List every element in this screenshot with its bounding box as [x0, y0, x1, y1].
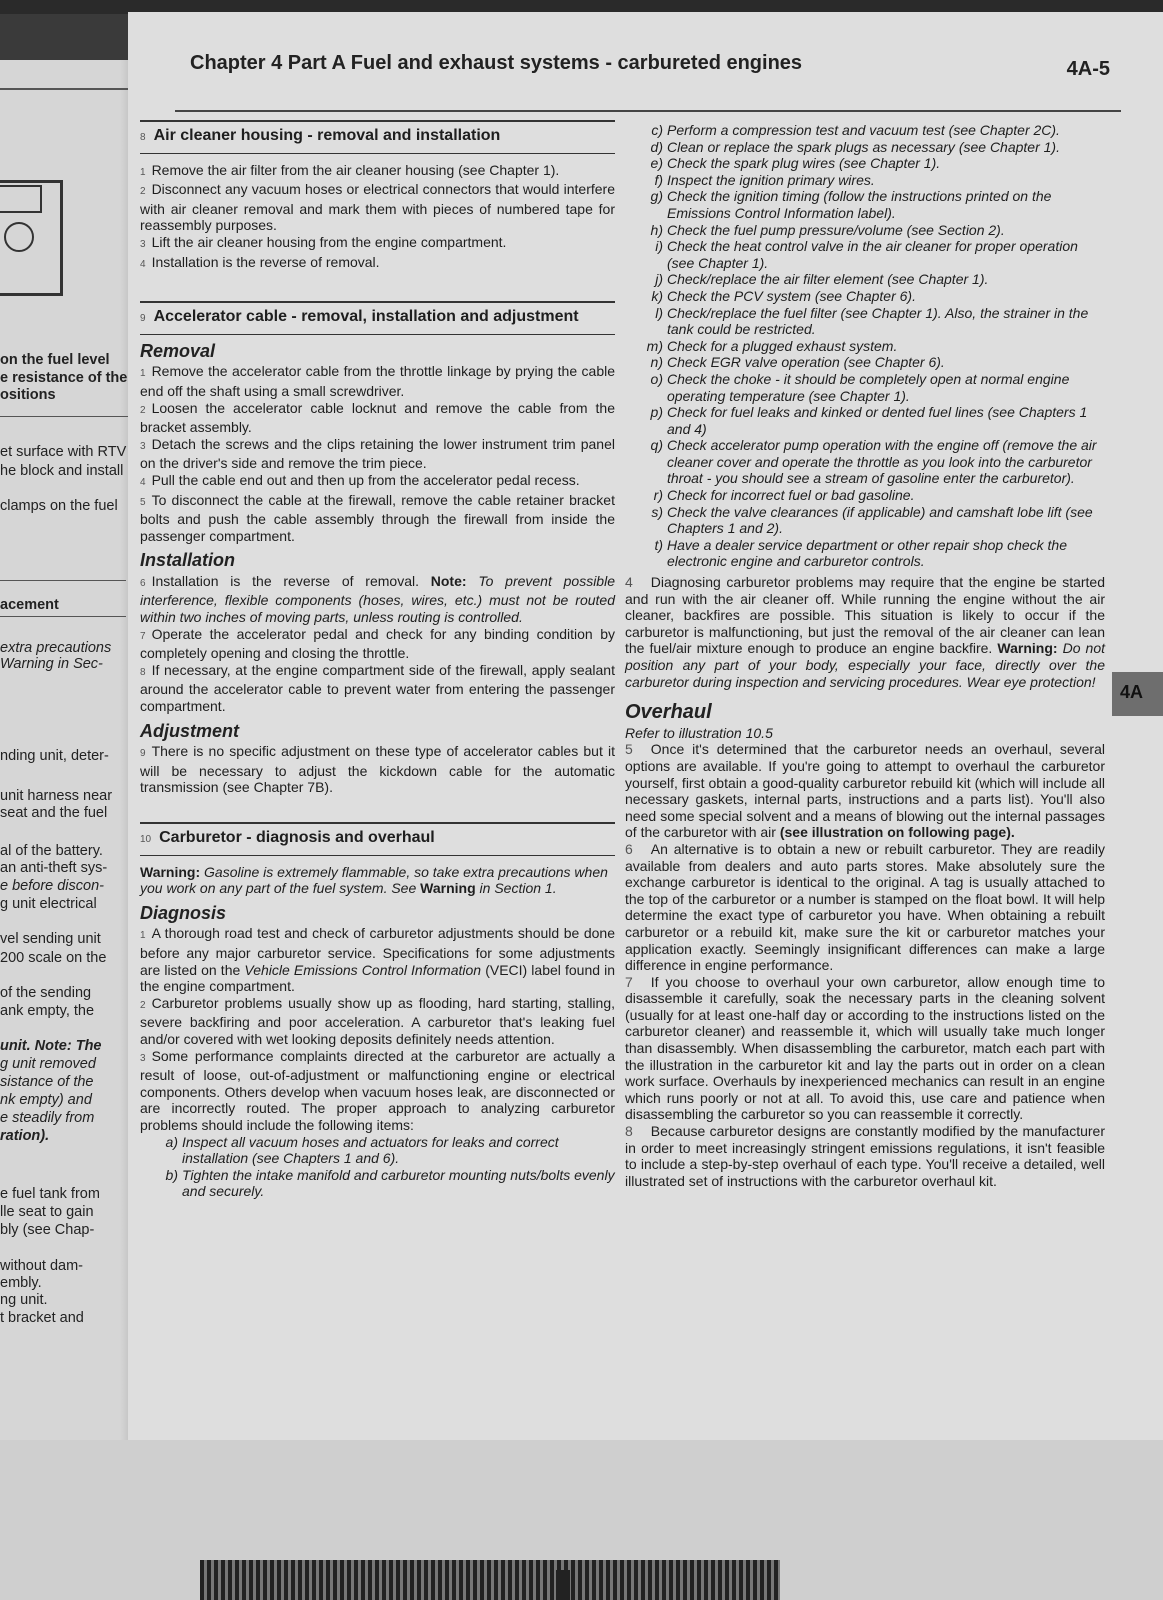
- paragraph: [625, 741, 1105, 841]
- left-page-text: without dam-: [0, 1258, 84, 1274]
- item-label: j): [655, 271, 663, 288]
- paragraph-text: Once it's determined that the carburetor needs an overhaul, several options are available. If you're going to attempt to overhaul the carburetor yourself, first obtain a good-quality carburetor rebuild kit (which will include all necessary gaskets, internal parts, instructions and a parts list). You'll also need some special solvent and a means of blowing out the internal passages of the carburetor with air: [625, 741, 1105, 841]
- scanner-bottom-edge: [0, 1440, 1163, 1600]
- section-number: 9: [140, 313, 146, 325]
- list-item: [643, 404, 1105, 437]
- paragraph-number: 6: [625, 840, 633, 857]
- left-column: [140, 120, 615, 1200]
- list-item: [158, 1134, 615, 1167]
- left-page-text: ositions: [0, 387, 56, 403]
- item-label: s): [651, 503, 663, 520]
- paragraph-number: 3: [140, 1052, 146, 1064]
- item-label: g): [650, 188, 663, 205]
- item-text: Perform a compression test and vacuum test (see Chapter 2C).: [667, 122, 1060, 138]
- list-item: [643, 504, 1105, 537]
- paragraph-number: 8: [625, 1123, 633, 1140]
- left-page-text: e before discon-: [0, 878, 104, 894]
- section-10-heading: [140, 830, 615, 849]
- paragraph-text: Carburetor problems usually show up as flooding, hard starting, stalling, severe backfiring and poor acceleration. A carburetor that's leaking fuel and/or covered with wet looking deposits definitely needs attention.: [140, 994, 615, 1047]
- item-label: f): [654, 171, 663, 188]
- scanner-grille: [200, 1560, 780, 1600]
- item-text: Check EGR valve operation (see Chapter 6).: [667, 354, 945, 371]
- paragraph-number: 1: [140, 368, 146, 380]
- paragraph: [140, 162, 615, 182]
- paragraph-number: 3: [140, 238, 146, 250]
- paragraph: [140, 472, 615, 492]
- section-8-body: [140, 162, 615, 274]
- left-page-text: an anti-theft sys-: [0, 860, 108, 876]
- paragraph: [140, 626, 615, 662]
- paragraph: [140, 234, 615, 254]
- left-page-text: Warning in Sec-: [0, 656, 103, 672]
- paragraph-number: 8: [140, 666, 146, 678]
- item-text: Check the ignition timing (follow the instructions printed on the Emissions Control Information label).: [667, 188, 1052, 221]
- left-page-text: g unit removed: [0, 1056, 96, 1072]
- item-label: p): [650, 404, 663, 421]
- paragraph-number: 1: [140, 166, 146, 178]
- item-label: i): [655, 238, 663, 255]
- right-column: [625, 122, 1105, 1189]
- list-item: [643, 155, 1105, 172]
- paragraph-text: An alternative is to obtain a new or rebuilt carburetor. They are readily available from dealers and auto parts stores. Make absolutely sure the exchange carburetor is identical to the original. A tag is usually attached to the top of the carburetor or a number is stamped on the float bowl. It will help determine the exact type of carburetor you have. When obtaining a rebuilt carburetor or a rebuild kit, make sure the kit or carburetor matches your application exactly. Seemingly insignificant differences can make a large difference in engine performance.: [625, 840, 1105, 974]
- item-label: q): [650, 437, 663, 454]
- paragraph-text: Installation is the reverse of removal.: [151, 572, 419, 589]
- paragraph: [140, 363, 615, 399]
- section-9-heading: [140, 309, 615, 328]
- item-text: Have a dealer service department or other repair shop check the electronic engine and carburetor controls.: [667, 536, 1067, 570]
- paragraph-text: Some performance complaints directed at the carburetor are actually a result of loose, out-of-adjustment or malfunctioning engine or electrical components. Others develop when vacuum hoses leak, are disconnected or are incorrectly routed. The proper approach to analyzing carburetor problems should include the following items:: [140, 1047, 615, 1133]
- warning-ref: Warning: [420, 880, 476, 897]
- paragraph-number: 7: [625, 973, 633, 990]
- paragraph-text: Remove the air filter from the air cleaner housing (see Chapter 1).: [151, 161, 560, 178]
- removal-body: [140, 363, 615, 544]
- warning-text: Gasoline is extremely flammable, so take extra precautions when you work on any part of the fuel system. See: [140, 863, 608, 897]
- list-item: [643, 139, 1105, 156]
- left-page-text: vel sending unit: [0, 931, 101, 947]
- paragraph-text: If you choose to overhaul your own carburetor, allow enough time to disassemble it carefully, soak the necessary parts in the cleaning solvent (usually for at least one-half day or according to the instructions listed on the carburetor cleaner) and reassemble it, which will usually take much longer than disassembly. When disassembling the carburetor, match each part with the illustration in the carburetor kit and lay the parts out in order on a clean work surface. Overhauls by inexperienced mechanics can result in an engine which runs poorly or not at all. To avoid this, use care and patience when disassembling the carburetor so you can reassemble it correctly.: [625, 973, 1105, 1123]
- gauge-display-icon: [0, 185, 42, 213]
- item-label: m): [646, 337, 663, 354]
- paragraph: [140, 662, 615, 715]
- list-item: [643, 371, 1105, 404]
- section-8-heading: [140, 128, 615, 147]
- left-section-rule: [0, 580, 126, 581]
- left-page-text: e fuel tank from: [0, 1186, 100, 1202]
- list-item: [643, 238, 1105, 271]
- section-title: Accelerator cable - removal, installation and adjustment: [153, 308, 579, 326]
- item-text: Check/replace the air filter element (see Chapter 1).: [667, 271, 989, 288]
- chapter-title: Chapter 4 Part A Fuel and exhaust systems - carbureted engines: [190, 52, 803, 74]
- item-text: Check the PCV system (see Chapter 6).: [667, 287, 916, 304]
- paragraph-text: Detach the screws and the clips retaining the lower instrument trim panel on the driver's side and remove the trim piece.: [140, 435, 615, 472]
- paragraph-text: Diagnosing carburetor problems may require that the engine be started and run with the air cleaner off. While running the engine without the air cleaner, backfires are possible. This situation is likely to occur if the carburetor is malfunctioning, but just the removal of the air cleaner can lean the fuel/air mixture enough to produce an engine backfire.: [625, 574, 1105, 657]
- left-page-text: extra precautions: [0, 640, 112, 656]
- paragraph: [140, 995, 615, 1048]
- item-text: Check for a plugged exhaust system.: [667, 337, 898, 354]
- left-page-text: clamps on the fuel: [0, 498, 118, 514]
- warning-end: in Section 1.: [479, 880, 557, 897]
- installation-body: [140, 626, 615, 715]
- item-label: b): [165, 1166, 178, 1183]
- paragraph-number: 9: [140, 748, 146, 760]
- section-number: 8: [140, 132, 146, 143]
- paragraph-number: 5: [625, 741, 633, 758]
- header-rule: [175, 110, 1121, 112]
- chapter-side-tab: [1112, 672, 1163, 716]
- section-rule: [140, 301, 615, 303]
- paragraph-number: 7: [140, 630, 146, 642]
- paragraph-number: 3: [140, 440, 146, 452]
- paragraph-bold: (see illustration on following page).: [779, 824, 1015, 841]
- page-number: 4A-5: [1066, 58, 1110, 80]
- left-page-text: t bracket and: [0, 1310, 84, 1326]
- left-page-text: ration).: [0, 1128, 50, 1144]
- item-label: e): [650, 155, 663, 172]
- overhaul-body: [625, 841, 1105, 1189]
- list-item: [643, 288, 1105, 305]
- item-text: Check the spark plug wires (see Chapter 1).: [667, 155, 941, 172]
- list-item: [643, 305, 1105, 338]
- left-page-text: 200 scale on the: [0, 950, 107, 966]
- paragraph: [140, 492, 615, 545]
- paragraph: [140, 573, 615, 626]
- paragraph-number: 6: [140, 577, 146, 589]
- left-page-text: of the sending: [0, 985, 92, 1001]
- list-item: [643, 222, 1105, 239]
- paragraph-italic: Vehicle Emissions Control Information: [244, 961, 482, 978]
- paragraph: [140, 436, 615, 472]
- left-page-text: seat and the fuel: [0, 805, 108, 821]
- paragraph-text: Remove the accelerator cable from the throttle linkage by prying the cable end off the shaft using a small screwdriver.: [140, 363, 615, 399]
- item-text: Check the fuel pump pressure/volume (see Section 2).: [667, 221, 1005, 238]
- illustration-reference: Refer to illustration 10.5: [625, 724, 773, 741]
- paragraph-text: Because carburetor designs are constantly modified by the manufacturer in order to meet increasingly stringent emissions regulations, it isn't feasible to include a step-by-step overhaul of each type. You'll receive a detailed, well illustrated set of instructions with the carburetor overhaul kit.: [625, 1123, 1105, 1189]
- left-page-text: g unit electrical: [0, 896, 97, 912]
- item-text: Inspect all vacuum hoses and actuators for leaks and correct installation (see Chapters 1 and 6).: [182, 1133, 559, 1167]
- section-rule: [140, 334, 615, 335]
- diagnosis-heading: Diagnosis: [140, 902, 227, 923]
- item-label: t): [654, 536, 663, 553]
- paragraph-text: There is no specific adjustment on these type of accelerator cables but it will be necessary to adjust the kickdown cable for the automatic transmission (see Chapter 7B).: [140, 743, 615, 796]
- item-text: Check accelerator pump operation with the engine off (remove the air cleaner cover and operate the throttle as you look into the carburetor throat - you should see a stream of gasoline enter the carburetor).: [667, 437, 1097, 487]
- item-label: l): [655, 304, 663, 321]
- paragraph-number: 5: [140, 496, 146, 508]
- list-item: [643, 172, 1105, 189]
- left-page-text: he block and install: [0, 463, 124, 479]
- installation-heading: Installation: [140, 550, 236, 571]
- paragraph-number: 4: [140, 258, 146, 270]
- list-item: [158, 1167, 615, 1200]
- diagnosis-body: [140, 995, 615, 1134]
- removal-heading: Removal: [140, 340, 216, 361]
- paragraph: [140, 400, 615, 436]
- paragraph-number: 4: [625, 574, 633, 591]
- paragraph-number: 2: [140, 999, 146, 1011]
- left-page-text: e steadily from: [0, 1110, 95, 1126]
- list-item: [643, 338, 1105, 355]
- scanner-knob: [556, 1570, 570, 1600]
- section-title: Air cleaner housing - removal and installation: [153, 127, 501, 144]
- left-page-text: sistance of the: [0, 1074, 94, 1090]
- paragraph: [140, 181, 615, 234]
- diagnosis-items-left: [140, 1134, 615, 1200]
- paragraph-number: 2: [140, 186, 146, 198]
- left-page-text: et surface with RTV: [0, 444, 127, 460]
- left-page-text: nding unit, deter-: [0, 748, 109, 764]
- paragraph: [625, 1123, 1105, 1189]
- warning-label: Warning:: [997, 640, 1058, 657]
- list-item: [643, 188, 1105, 221]
- section-title: Carburetor - diagnosis and overhaul: [159, 829, 435, 846]
- item-text: Check the heat control valve in the air cleaner for proper operation (see Chapter 1).: [667, 238, 1078, 271]
- side-tab-label: 4A: [1120, 682, 1144, 702]
- section-rule: [140, 855, 615, 856]
- paragraph-text: If necessary, at the engine compartment side of the firewall, apply sealant around the accelerator cable to prevent water from entering the passenger compartment.: [140, 661, 615, 715]
- section-rule: [140, 822, 615, 824]
- paragraph-text: Loosen the accelerator cable locknut and remove the cable from the bracket assembly.: [140, 399, 615, 436]
- left-page-text: unit. Note: The: [0, 1038, 102, 1054]
- paragraph-text: To disconnect the cable at the firewall, remove the cable retainer bracket bolts and push the cable assembly through the firewall from inside the passenger compartment.: [140, 491, 615, 544]
- paragraph-text: Lift the air cleaner housing from the engine compartment.: [151, 233, 507, 250]
- item-text: Inspect the ignition primary wires.: [667, 171, 875, 188]
- paragraph-text: Disconnect any vacuum hoses or electrical connectors that would interfere with air cleaner removal and mark them with pieces of numbered tape for reassembly purposes.: [140, 181, 615, 234]
- paragraph: [625, 974, 1105, 1123]
- paragraph-text: (VECI) label found in the engine compartment.: [140, 961, 616, 995]
- list-item: [643, 271, 1105, 288]
- left-page-text: acement: [0, 597, 59, 613]
- item-label: k): [651, 287, 663, 304]
- item-label: a): [165, 1133, 178, 1150]
- left-page-text: ank empty, the: [0, 1003, 95, 1019]
- paragraph: [625, 841, 1105, 974]
- list-item: [643, 122, 1105, 139]
- paragraph-number: 2: [140, 404, 146, 416]
- list-item: [643, 487, 1105, 504]
- item-label: h): [650, 221, 663, 238]
- left-page-text: on the fuel level: [0, 352, 110, 368]
- item-label: d): [650, 138, 663, 155]
- left-page-text: al of the battery.: [0, 843, 103, 859]
- item-text: Check for incorrect fuel or bad gasoline.: [667, 487, 915, 504]
- item-label: n): [650, 354, 663, 371]
- left-section-rule: [0, 616, 126, 617]
- list-item: [643, 354, 1105, 371]
- adjustment-heading: Adjustment: [140, 720, 239, 741]
- section-number: 10: [140, 834, 152, 845]
- item-text: Check the valve clearances (if applicable) and camshaft lobe lift (see Chapters 1 and 2).: [667, 503, 1093, 537]
- left-page-text: unit harness near: [0, 788, 113, 804]
- item-label: r): [653, 487, 663, 504]
- warning-text: Do not position any part of your body, especially your face, directly over the carburetor during inspection and servicing procedures. Wear eye protection!: [625, 640, 1106, 690]
- left-page-text: bly (see Chap-: [0, 1222, 95, 1238]
- adjustment-body: [140, 743, 615, 796]
- paragraph-number: 1: [140, 930, 146, 942]
- paragraph: [140, 925, 615, 994]
- page-header: [190, 52, 1110, 82]
- item-label: o): [650, 370, 663, 387]
- paragraph: [140, 743, 615, 796]
- note-text: To prevent possible interference, flexible components (hoses, wires, etc.) must not be routed within two inches of moving parts, unless routing is controlled.: [140, 572, 615, 626]
- item-text: Clean or replace the spark plugs as necessary (see Chapter 1).: [667, 138, 1060, 155]
- paragraph-text: Operate the accelerator pedal and check for any binding condition by completely opening and closing the throttle.: [140, 625, 615, 662]
- section-rule: [140, 153, 615, 154]
- item-text: Tighten the intake manifold and carburetor mounting nuts/bolts evenly and securely.: [182, 1166, 615, 1200]
- paragraph: [140, 1048, 615, 1134]
- list-item: [643, 437, 1105, 487]
- warning-note: [140, 864, 615, 897]
- section-rule: [140, 120, 615, 122]
- warning-label: Warning:: [140, 863, 201, 880]
- left-section-rule: [0, 416, 132, 417]
- left-page-text: nk empty) and: [0, 1092, 92, 1108]
- paragraph: [625, 574, 1105, 690]
- note-label: Note:: [430, 572, 467, 589]
- gauge-dial-icon: [4, 222, 34, 252]
- paragraph-text: Installation is the reverse of removal.: [151, 253, 380, 270]
- overhaul-heading: Overhaul: [625, 701, 712, 724]
- item-text: Check for fuel leaks and kinked or dented fuel lines (see Chapters 1 and 4): [667, 404, 1088, 437]
- left-page-text: embly.: [0, 1275, 42, 1291]
- item-text: Check/replace the fuel filter (see Chapter 1). Also, the strainer in the tank could be restricted.: [667, 304, 1089, 338]
- diagnosis-items-right: [625, 122, 1105, 570]
- paragraph-number: 4: [140, 476, 146, 488]
- item-text: Check the choke - it should be completely open at normal engine operating temperature (see Chapter 1).: [667, 370, 1070, 404]
- left-page-text: ng unit.: [0, 1292, 48, 1308]
- list-item: [643, 537, 1105, 570]
- left-page-text: lle seat to gain: [0, 1204, 94, 1220]
- paragraph-text: Pull the cable end out and then up from the accelerator pedal recess.: [151, 471, 580, 488]
- paragraph: [140, 254, 615, 274]
- left-page-text: e resistance of the: [0, 370, 128, 386]
- paragraph-text: A thorough road test and check of carburetor adjustments should be done before any major carburetor service. Specifications for some adjustments are listed on the: [140, 925, 615, 978]
- item-label: c): [651, 122, 663, 138]
